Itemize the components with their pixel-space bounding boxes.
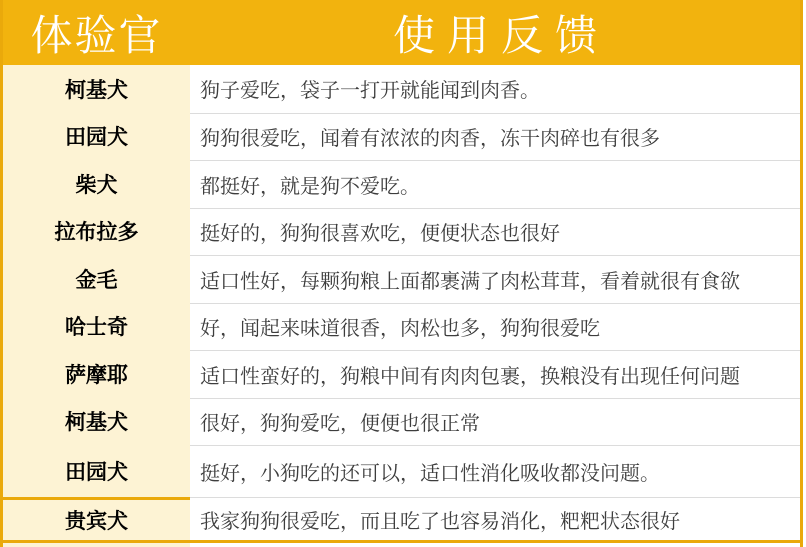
reviewer-cell: 田园犬 xyxy=(3,113,190,161)
feedback-cell: 都挺好，就是狗不爱吃。 xyxy=(190,160,800,208)
feedback-cell: 好，闻起来味道很香，肉松也多，狗狗很爱吃 xyxy=(190,303,800,351)
feedback-cell: 很好，狗狗爱吃，便便也很正常 xyxy=(190,398,800,446)
reviewer-cell: 柯基犬 xyxy=(3,398,190,446)
table-row xyxy=(3,255,800,303)
reviewer-cell: 哈士奇 xyxy=(3,303,190,351)
table-body xyxy=(3,65,800,540)
bottom-strip-left xyxy=(3,543,190,547)
feedback-cell: 狗子爱吃，袋子一打开就能闻到肉香。 xyxy=(190,65,800,113)
table-row xyxy=(3,303,800,351)
bottom-strip-right xyxy=(190,543,800,547)
reviewer-cell: 拉布拉多 xyxy=(3,208,190,256)
reviewer-column-header: 体验官 xyxy=(30,10,163,60)
table-row xyxy=(3,113,800,161)
feedback-cell: 适口性好，每颗狗粮上面都裹满了肉松茸茸，看着就很有食欲 xyxy=(190,255,800,303)
table-row xyxy=(3,445,800,497)
feedback-column-header: 使用反馈 xyxy=(392,10,609,60)
table-row xyxy=(3,398,800,446)
reviewer-cell: 贵宾犬 xyxy=(3,497,190,540)
table-row xyxy=(3,65,800,113)
table-row xyxy=(3,497,800,540)
feedback-cell: 适口性蛮好的，狗粮中间有肉肉包裹，换粮没有出现任何问题 xyxy=(190,350,800,398)
reviewer-cell: 柯基犬 xyxy=(3,65,190,113)
table-bottom-strip xyxy=(3,543,800,547)
reviewer-cell: 柴犬 xyxy=(3,160,190,208)
table-row xyxy=(3,350,800,398)
reviewer-cell: 金毛 xyxy=(3,255,190,303)
feedback-cell: 挺好，小狗吃的还可以，适口性消化吸收都没问题。 xyxy=(190,445,800,497)
feedback-cell: 狗狗很爱吃，闻着有浓浓的肉香，冻干肉碎也有很多 xyxy=(190,113,800,161)
feedback-cell: 我家狗狗很爱吃，而且吃了也容易消化，粑粑状态很好 xyxy=(190,497,800,540)
table-header-row xyxy=(3,0,800,65)
table-row xyxy=(3,160,800,208)
table-row xyxy=(3,208,800,256)
reviewer-cell: 田园犬 xyxy=(3,445,190,497)
reviewer-cell: 萨摩耶 xyxy=(3,350,190,398)
feedback-cell: 挺好的，狗狗很喜欢吃，便便状态也很好 xyxy=(190,208,800,256)
